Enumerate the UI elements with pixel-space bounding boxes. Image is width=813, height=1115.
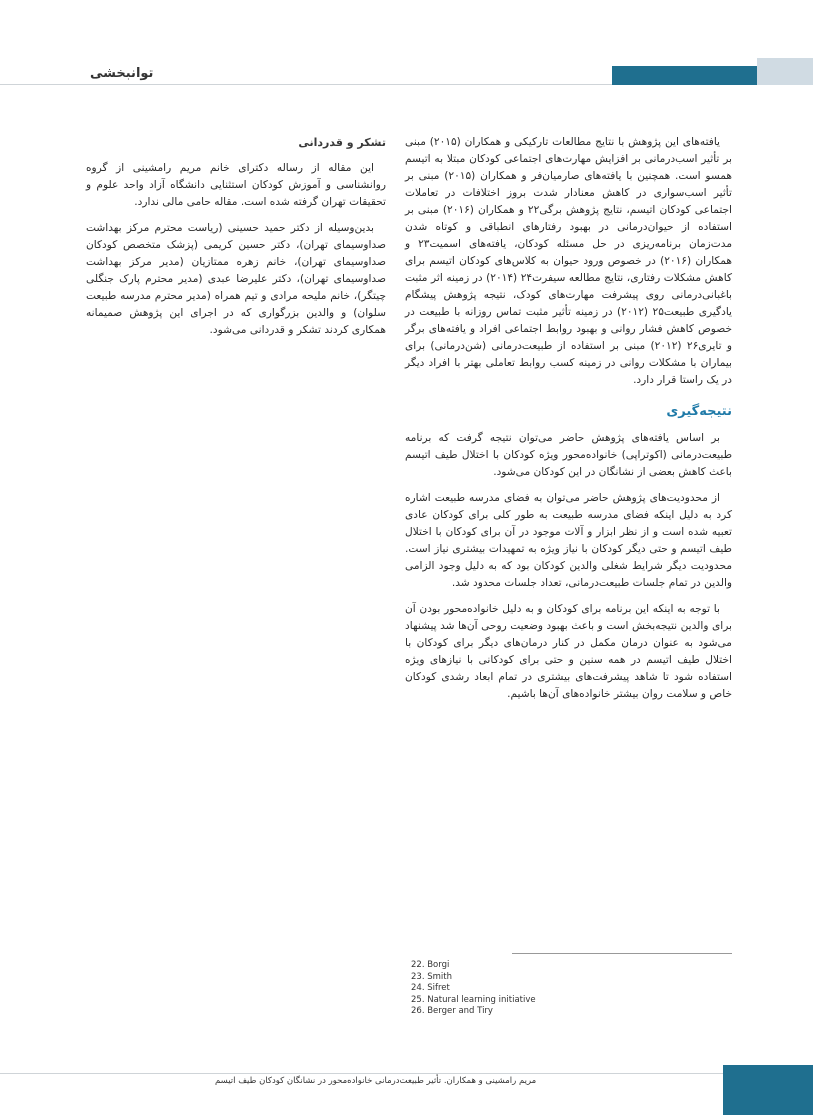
body-paragraph: این مقاله از رساله دکترای خانم مریم رامشینی از گروه روانشناسی و آموزش کودکان استثنایی دانشگاه آزاد واحد علوم و تحقیقات تهران گرفته شده است. مقاله حامی مالی ندارد.	[86, 162, 386, 208]
body-paragraph: بر اساس یافته‌های پژوهش حاضر می‌توان نتیجه گرفت که برنامه طبیعت‌درمانی (اکوتراپی) خانواده‌محور ویژه کودکان با اختلال طیف اتیسم باعث کاهش بعضی از نشانگان در این کودکان می‌شود.	[405, 432, 732, 478]
footnote-item: 23. Smith	[411, 971, 452, 982]
header-accent-bar	[612, 66, 757, 85]
left-column	[86, 134, 386, 348]
footnote-item: 22. Borgi	[411, 960, 450, 970]
footer-accent-bar	[723, 1065, 813, 1115]
body-paragraph: از محدودیت‌های پژوهش حاضر می‌توان به فضای مدرسه طبیعت اشاره کرد به دلیل اینکه فضای مدرسه طبیعت به طور کلی برای کودکان عادی تعبیه شده است و از نظر ابزار و آلات موجود در آن برای کودکان با اختلال طیف اتیسم و حتی دیگر کودکان با نیاز ویژه به تمهیدات بیشتری نیاز است. محدودیت دیگر شرایط شغلی والدین کودکان بود که به دلیل وجود الزامی والدین در تمام جلسات طبیعت‌درمانی، تعداد جلسات محدود شد.	[405, 492, 732, 589]
footnote-item: 24. Sifret	[411, 983, 450, 994]
body-paragraph: با توجه به اینکه این برنامه برای کودکان و به دلیل خانواده‌محور بودن آن برای والدین نتیجه‌بخش است و باعث بهبود وضعیت روحی آن‌ها شد پیشنهاد می‌شود به عنوان درمان مکمل در کنار درمان‌های دیگر برای کودکان با اختلال طیف اتیسم در همه سنین و حتی برای کودکانی با نیازهای ویژه استفاده شود تا شاهد پیشرفت‌های بیشتری در تمام ابعاد رشدی کودکان خاص و سلامت روان بیشتر خانواده‌های آن‌ها باشیم.	[405, 603, 732, 700]
body-paragraph: بدین‌وسیله از دکتر حمید حسینی (ریاست محترم مرکز بهداشت صداوسیمای تهران)، دکتر حسین کریمی (پزشک متخصص کودکان صداوسیمای تهران)، خانم زهره ممتازیان (مدیر مرکز بهداشت صداوسیمای تهران)، دکتر علیرضا عبدی (مدیر محترم پارک جنگلی چیتگر)، خانم ملیحه مرادی و تیم همراه (مدیر محترم مدرسه طبیعت سلوان) و والدین بزرگواری که در اجرای این پژوهش صمیمانه همکاری کردند تشکر و قدردانی می‌شود.	[86, 222, 386, 336]
footnote-item: 26. Berger and Tiry	[411, 1006, 493, 1017]
footer-divider	[0, 1073, 723, 1074]
footnotes	[411, 960, 536, 1018]
footnote-divider	[512, 953, 732, 954]
header-accent-light	[757, 58, 813, 85]
right-column	[405, 134, 732, 712]
conclusion-heading: نتیجه‌گیری	[666, 404, 732, 419]
journal-name: توانبخشی	[90, 66, 154, 81]
acknowledgment-heading: تشکر و قدردانی	[298, 136, 386, 149]
body-paragraph: یافته‌های این پژوهش با نتایج مطالعات تارکیکی و همکاران (۲۰۱۵) مبنی بر تأثیر اسب‌درمانی بر افزایش مهارت‌های اجتماعی کودکان مبتلا به اتیسم همسو است. همچنین با یافته‌های صارمیان‌فر و همکاران (۲۰۱۵) مبنی بر تأثیر اسب‌سواری در کاهش معنادار شدت بروز اختلافات در تعاملات اجتماعی کودکان اتیسم، نتایج پژوهش برگی۲۲ و همکاران (۲۰۱۶) مبنی بر استفاده از حیوان‌درمانی در بهبود رفتارهای انطباقی و کوتاه شدن مدت‌زمان برنامه‌ریزی در حل مسئله کودکان، یافته‌های اسمیت۲۳ و همکاران (۲۰۱۶) در خصوص ورود حیوان به کلاس‌های کودکان اتیسم برای کاهش مشکلات رفتاری، نتایج مطالعه سیفرت۲۴ (۲۰۱۴) در زمینه اثر مثبت باغبانی‌درمانی روی پیشرفت مهارت‌های کودک، نتیجه پژوهش پیشگام یادگیری طبیعت۲۵ (۲۰۱۲) در زمینه تأثیر مثبت تماس روزانه با طبیعت در خصوص کاهش فشار روانی و بهبود روابط اجتماعی افراد و یافته‌های برگر و تایری۲۶ (۲۰۱۲) مبنی بر استفاده از طبیعت‌درمانی (شن‌درمانی) برای بیماران با مشکلات روانی در زمینه کسب روابط تعاملی بهتر با افراد دیگر در یک راستا قرار دارد.	[405, 136, 733, 386]
footer-citation: مریم رامشینی و همکاران. تأثیر طبیعت‌درمانی خانواده‌محور در نشانگان کودکان طیف اتیسم	[215, 1076, 537, 1086]
footnote-item: 25. Natural learning initiative	[411, 994, 536, 1005]
